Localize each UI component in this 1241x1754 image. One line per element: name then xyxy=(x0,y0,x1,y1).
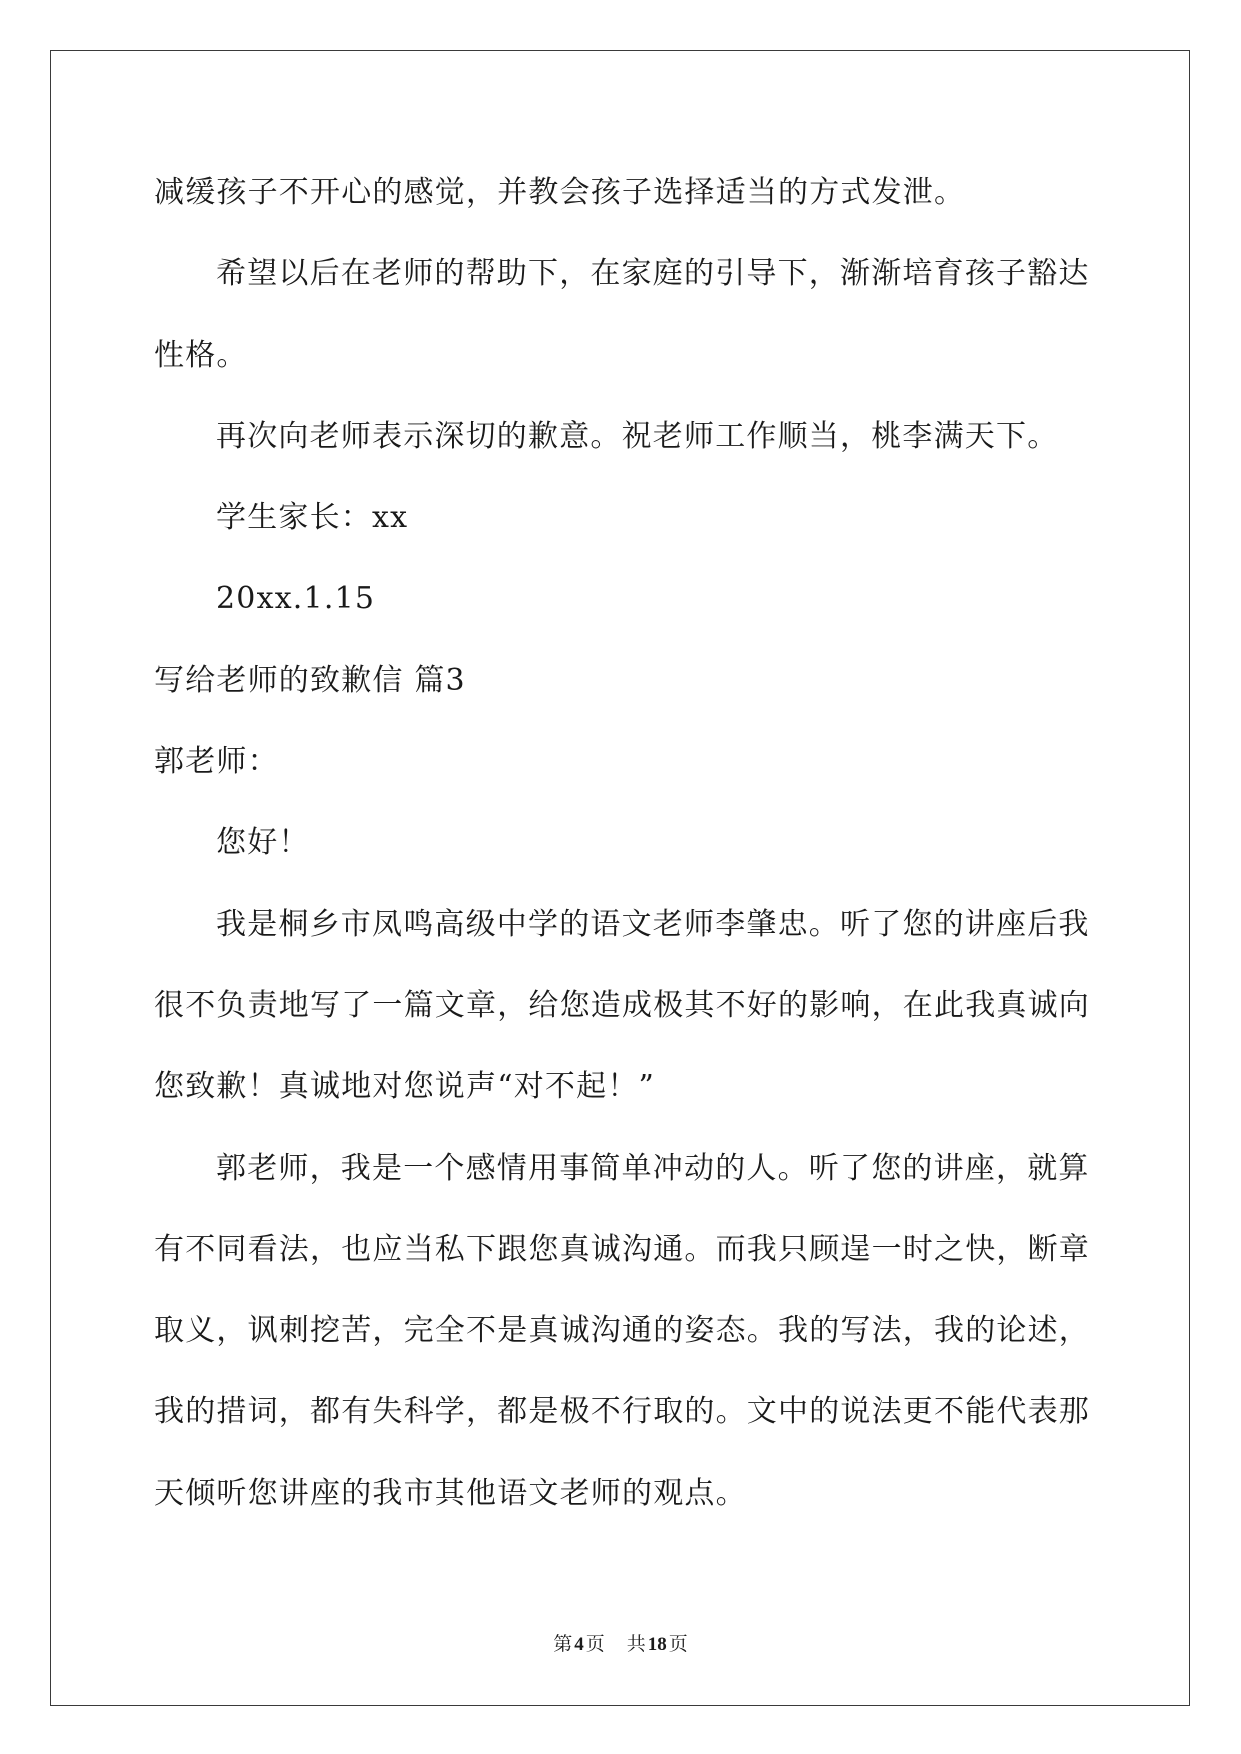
paragraph-line: 有不同看法，也应当私下跟您真诚沟通。而我只顾逞一时之快，断章 xyxy=(154,1231,1090,1267)
date: 20xx.1.15 xyxy=(216,581,376,617)
paragraph-line: 再次向老师表示深切的歉意。祝老师工作顺当，桃李满天下。 xyxy=(216,418,1059,454)
page-suffix: 页 xyxy=(585,1633,605,1655)
paragraph-line: 我的措词，都有失科学，都是极不行取的。文中的说法更不能代表那 xyxy=(154,1394,1090,1430)
paragraph-line: 天倾听您讲座的我市其他语文老师的观点。 xyxy=(154,1475,747,1511)
paragraph-line: 我是桐乡市凤鸣高级中学的语文老师李肇忠。听了您的讲座后我 xyxy=(216,906,1090,942)
total-page-count: 18 xyxy=(647,1634,667,1655)
page-prefix: 第 xyxy=(553,1633,573,1655)
document-body xyxy=(154,152,1104,1534)
paragraph-line: 郭老师，我是一个感情用事简单冲动的人。听了您的讲座，就算 xyxy=(216,1150,1090,1186)
paragraph-line: 减缓孩子不开心的感觉，并教会孩子选择适当的方式发泄。 xyxy=(154,175,966,210)
section-heading: 写给老师的致歉信 篇3 xyxy=(154,662,466,698)
paragraph-line: 性格。 xyxy=(154,337,248,373)
current-page-number: 4 xyxy=(574,1634,584,1655)
paragraph-line: 您致歉！真诚地对您说声“对不起！” xyxy=(154,1069,656,1105)
total-prefix: 共 xyxy=(626,1633,646,1655)
paragraph-line: 很不负责地写了一篇文章，给您造成极其不好的影响，在此我真诚向 xyxy=(154,987,1090,1023)
page-footer xyxy=(0,1631,1241,1657)
paragraph-line: 取义，讽刺挖苦，完全不是真诚沟通的姿态。我的写法，我的论述， xyxy=(154,1313,1090,1349)
signature: 学生家长：xx xyxy=(216,500,409,536)
salutation: 郭老师： xyxy=(154,744,279,780)
paragraph-line: 希望以后在老师的帮助下，在家庭的引导下，渐渐培育孩子豁达 xyxy=(216,256,1090,292)
total-suffix: 页 xyxy=(668,1633,688,1655)
greeting: 您好！ xyxy=(216,825,310,861)
